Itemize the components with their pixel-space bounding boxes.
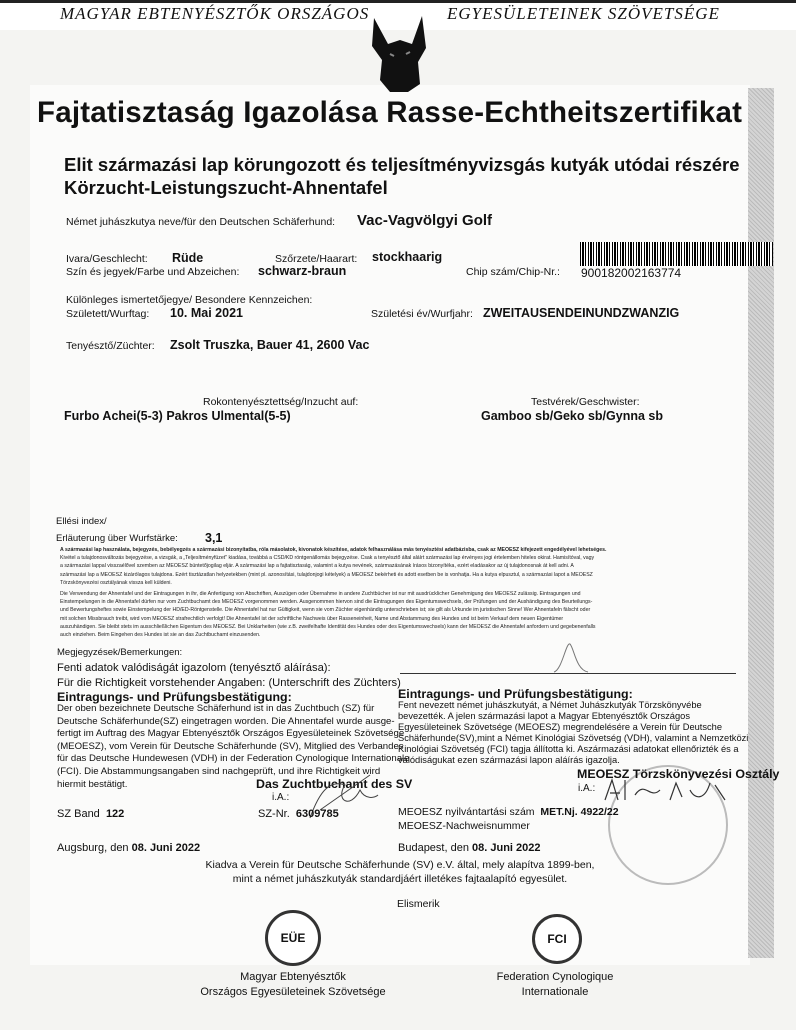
right-line: bevezették. A jelen származási lapot a Magyar Ebtenyésztők Országos [398, 711, 690, 721]
subtitle-hu: Elit származási lap körungozott és teljesítményvizsgás kutyák utódai részére [64, 154, 740, 175]
legal-de-line: Die Verwendung der Ahnentafel und der Eintragungen in ihr, die Anfertigung von Abschriften, Auszügen oder Übernahme in andere Zuchtbücher ist nur mit ausdrücklicher Genehmigung des MEOESZ zulässig. Eintragungen und [60, 591, 581, 597]
meoesz-seal-icon: EÜE [265, 910, 321, 966]
reg-label-de: MEOESZ-Nachweisnummer [398, 820, 530, 832]
meoesz-signature [600, 775, 730, 803]
certificate-title: Fajtatisztaság Igazolása Rasse-Echtheitszertifikat [37, 96, 743, 129]
left-line: hiermit bestätigt. [57, 778, 128, 790]
right-line: Kinológiai Szövetség (FCI) tagja állította ki. Aszármazási adatokat ellenőrizték és a [398, 744, 739, 754]
inbreeding-label: Rokontenyésztettség/Inzucht auf: [203, 396, 359, 408]
chip-label: Chip szám/Chip-Nr.: [466, 266, 560, 278]
marks-label: Különleges ismertetőjegye/ Besondere Kennzeichen: [66, 294, 313, 306]
page-edge [748, 88, 774, 958]
sz-nr [258, 808, 339, 820]
coat-value: stockhaarig [372, 250, 443, 264]
subtitle-de: Körzucht-Leistungszucht-Ahnentafel [64, 177, 388, 198]
legal-hu-line: származási lap a MEOESZ kizárólagos tulajdona. Ezért tisztázatlan helyzetekben (mint pl. azonosítási, tulajdonjogi kételyek) a MEOESZ bekérheti és adott esetben be is vonhatja. Ha a kutya elpusztul, a származási lapot a MEOESZ [60, 571, 593, 578]
left-line: (MEOESZ), vom Verein für Deutsche Schäferhunde (SV), Mitglied des Verbandes [57, 740, 404, 752]
name-label: Német juhászkutya neve/für den Deutschen Schäferhund: [66, 216, 336, 228]
right-office: MEOESZ Törzskönyvezési Osztály [577, 767, 780, 781]
sz-band-value: 122 [105, 808, 125, 820]
right-heading: Eintragungs- und Prüfungsbestätigung: [398, 687, 633, 701]
left-line: (FCI). Die Abstammungsangaben sind nachgeprüft, und ihre Richtigkeit wird [57, 765, 381, 777]
coat-label: Szőrzete/Haarart: [275, 253, 358, 265]
breeder-signature [552, 640, 592, 674]
org1-line: Magyar Ebtenyésztők [240, 971, 346, 983]
header-right: EGYESÜLETEINEK SZÖVETSÉGE [447, 4, 720, 23]
legal-hu-line: a származási lappal visszaélővel szemben az MEOESZ büntetőjogilag eljár. A származási lap a fajtatisztaság, valamint a kutya nevének, származásának írásos bizonyítéka, ezért eladásakor az új tulajdonosnak át kell adni. A [60, 563, 574, 570]
confirm-hu: Fenti adatok valódiságát igazolom (tenyésztő aláírása): [57, 662, 331, 674]
legal-hu-line: Kivétel a tulajdonosváltozás bejegyzése, a vizsgák, a „Teljesítményfüzet" kiadása, továbbá a CSD/KD röntgenállomás bejegyzése. Csak a tenyésztő által aláírt származási lap érvényes jogi értelemben hiteles okirat. Hamisítóval, vagy [60, 555, 595, 562]
org2-line: Internationale [521, 986, 589, 998]
sz-nr-label: SZ-Nr. [258, 808, 290, 820]
confirm-de: Für die Richtigkeit vorstehender Angaben: (Unterschrift des Züchters) [57, 677, 401, 689]
issued-line: mint a német juhászkutyák standardjáért illetékes fajtaalapító egyesület. [232, 873, 568, 885]
left-place: Augsburg, den [57, 842, 129, 854]
sex-value: Rüde [172, 251, 204, 265]
index-label-2: Erläuterung über Wurfstärke: [56, 533, 178, 544]
left-line: Deutsche Schäferhunde(SZ) eingetragen worden. Die Ahnentafel wurde ausge- [57, 715, 395, 727]
index-label-1: Ellési index/ [56, 516, 107, 527]
right-ia: i.A.: [578, 783, 596, 794]
legal-de-line: mit solchen Missbrauch treibt, wird vom MEOESZ strafrechtlich verfolgt! Die Ahnentafel ist der schriftliche Nachweis über Rasseneinheit, Name und Abstammung des Hundes und ist beim Verkauf dem neuen Eigentümer [60, 615, 564, 622]
breeder-value: Zsolt Truszka, Bauer 41, 2600 Vac [170, 338, 370, 352]
legal-hu-line: Törzskönyvezési osztályának vissza kell küldeni. [60, 579, 172, 586]
legal-de-line: auch einziehen. Beim Eingehen des Hundes ist sie an das Zuchtbuchamt einzusenden. [60, 632, 261, 639]
chip-barcode [580, 242, 773, 266]
reg-value: MET.Nj. 4922/22 [540, 806, 619, 818]
born-value: 10. Mai 2021 [170, 306, 243, 320]
inbreeding-value: Furbo Achei(5-3) Pakros Ulmental(5-5) [64, 409, 291, 423]
left-place-date [57, 842, 200, 854]
right-line: valódiságukat ezen származási lapon aláírás igazolja. [398, 755, 620, 765]
sz-band-label: SZ Band [57, 808, 100, 820]
issued-line: Kiadva a Verein für Deutsche Schäferhunde (SV) e.V. által, mely alapítva 1899-ben, [205, 859, 595, 871]
legal-de-line: Einstempelungen in die Ahnentafel dürfen nur vom Zuchtbuchamt des MEOESZ vorgenommen werden. Ausgenommen hiervon sind die Eintragungen des Eigentumswechsels, der Prüfungen und der Aushändigung des Beurteilungs- [60, 599, 593, 606]
born-label: Született/Wurftag: [66, 308, 150, 320]
right-place-date [398, 842, 541, 854]
siblings-label: Testvérek/Geschwister: [531, 396, 640, 408]
siblings-value: Gamboo sb/Geko sb/Gynna sb [481, 409, 663, 423]
remarks-label: Megjegyzések/Bemerkungen: [57, 647, 183, 658]
legal-text-de [60, 590, 750, 639]
color-value: schwarz-braun [258, 264, 347, 278]
issued-text [200, 858, 600, 886]
sz-nr-value: 6309785 [295, 808, 339, 820]
legal-de-line: und Bewertungsheftes sowie Einstempelung der HD/ED-Röntgenstelle. Die Ahnentafel hat nur Gültigkeit, wenn sie vom Züchter eigenhändig unterschrieben ist; sie gilt als Urkunde im juristischen Sinne! Wer Ahnentafeln fälscht oder [60, 607, 591, 614]
year-label: Születési év/Wurfjahr: [371, 308, 473, 320]
right-line: Fent nevezett német juhászkutyát, a Német Juhászkutyák Törzskönyvébe [398, 700, 702, 710]
sex-label: Ivara/Geschlecht: [66, 253, 148, 265]
right-date: 08. Juni 2022 [472, 842, 541, 854]
org1-caption [193, 970, 393, 1000]
reg-label: MEOESZ nyilvántartási szám [398, 806, 535, 818]
breeder-label: Tenyésztő/Züchter: [66, 340, 155, 352]
dog-head-logo-icon [360, 14, 440, 94]
chip-number: 900182002163774 [581, 266, 682, 280]
left-date: 08. Juni 2022 [131, 842, 201, 854]
recognized-label: Elismerik [397, 898, 440, 910]
right-line: Schäferhunde(SV),mint a Német Kinológiai Szövetség (VDH), valamint a Nemzetközi [398, 733, 749, 743]
right-line: Egyesületeinek Szövetsége (MEOESZ) megrendelésére a Verein für Deutsche [398, 722, 723, 732]
org2-caption [480, 970, 630, 1000]
left-ia: i.A.: [272, 792, 290, 803]
color-label: Szín és jegyek/Farbe und Abzeichen: [66, 266, 240, 278]
left-office: Das Zuchtbuchamt des SV [256, 777, 413, 791]
right-place: Budapest, den [398, 842, 469, 854]
fci-seal-icon: FCI [532, 914, 582, 964]
org2-line: Federation Cynologique [496, 971, 614, 983]
header-left: MAGYAR EBTENYÉSZTŐK ORSZÁGOS [60, 4, 370, 23]
dog-name: Vac-Vagvölgyi Golf [357, 212, 493, 229]
meoesz-reg [398, 806, 619, 818]
legal-text-hu [60, 546, 750, 587]
year-value: ZWEITAUSENDEINUNDZWANZIG [483, 306, 680, 320]
legal-hu-line: A származási lap használata, bejegyzés, bebélyegzés a származási bizonyítatba, róla másolatok, kivonatok készítése, adatok felhasználása más tenyésztési adatbázisba, csak az MEOESZ kifejezett engedélyével lehetséges. [60, 547, 607, 553]
legal-de-line: auszuhändigen. Sie bleibt stets im ausschließlichen Eigentum des MEOESZ. Bei Unklarheiten (wie z.B. zweifelhafte Identität des Hundes oder des Eigentumswechsels) kann der MEOESZ die Ahnentafel anfordern und gegebenenfalls [60, 623, 596, 630]
left-line: fertigt im Auftrag des Magyar Ebtenyésztők Országos Egyesületeinek Szövetsége [57, 728, 405, 740]
left-line: Der oben bezeichnete Deutsche Schäferhund ist in das Zuchtbuch (SZ) für [57, 703, 375, 714]
sz-band [57, 808, 124, 820]
index-value: 3,1 [205, 531, 223, 545]
left-line: für das Deutsche Hundewesen (VDH) in der Federation Cynologique Internationale [57, 753, 410, 765]
left-heading: Eintragungs- und Prüfungsbestätigung: [57, 690, 292, 704]
org1-line: Országos Egyesületeinek Szövetsége [200, 986, 386, 998]
right-paragraph [398, 700, 748, 766]
